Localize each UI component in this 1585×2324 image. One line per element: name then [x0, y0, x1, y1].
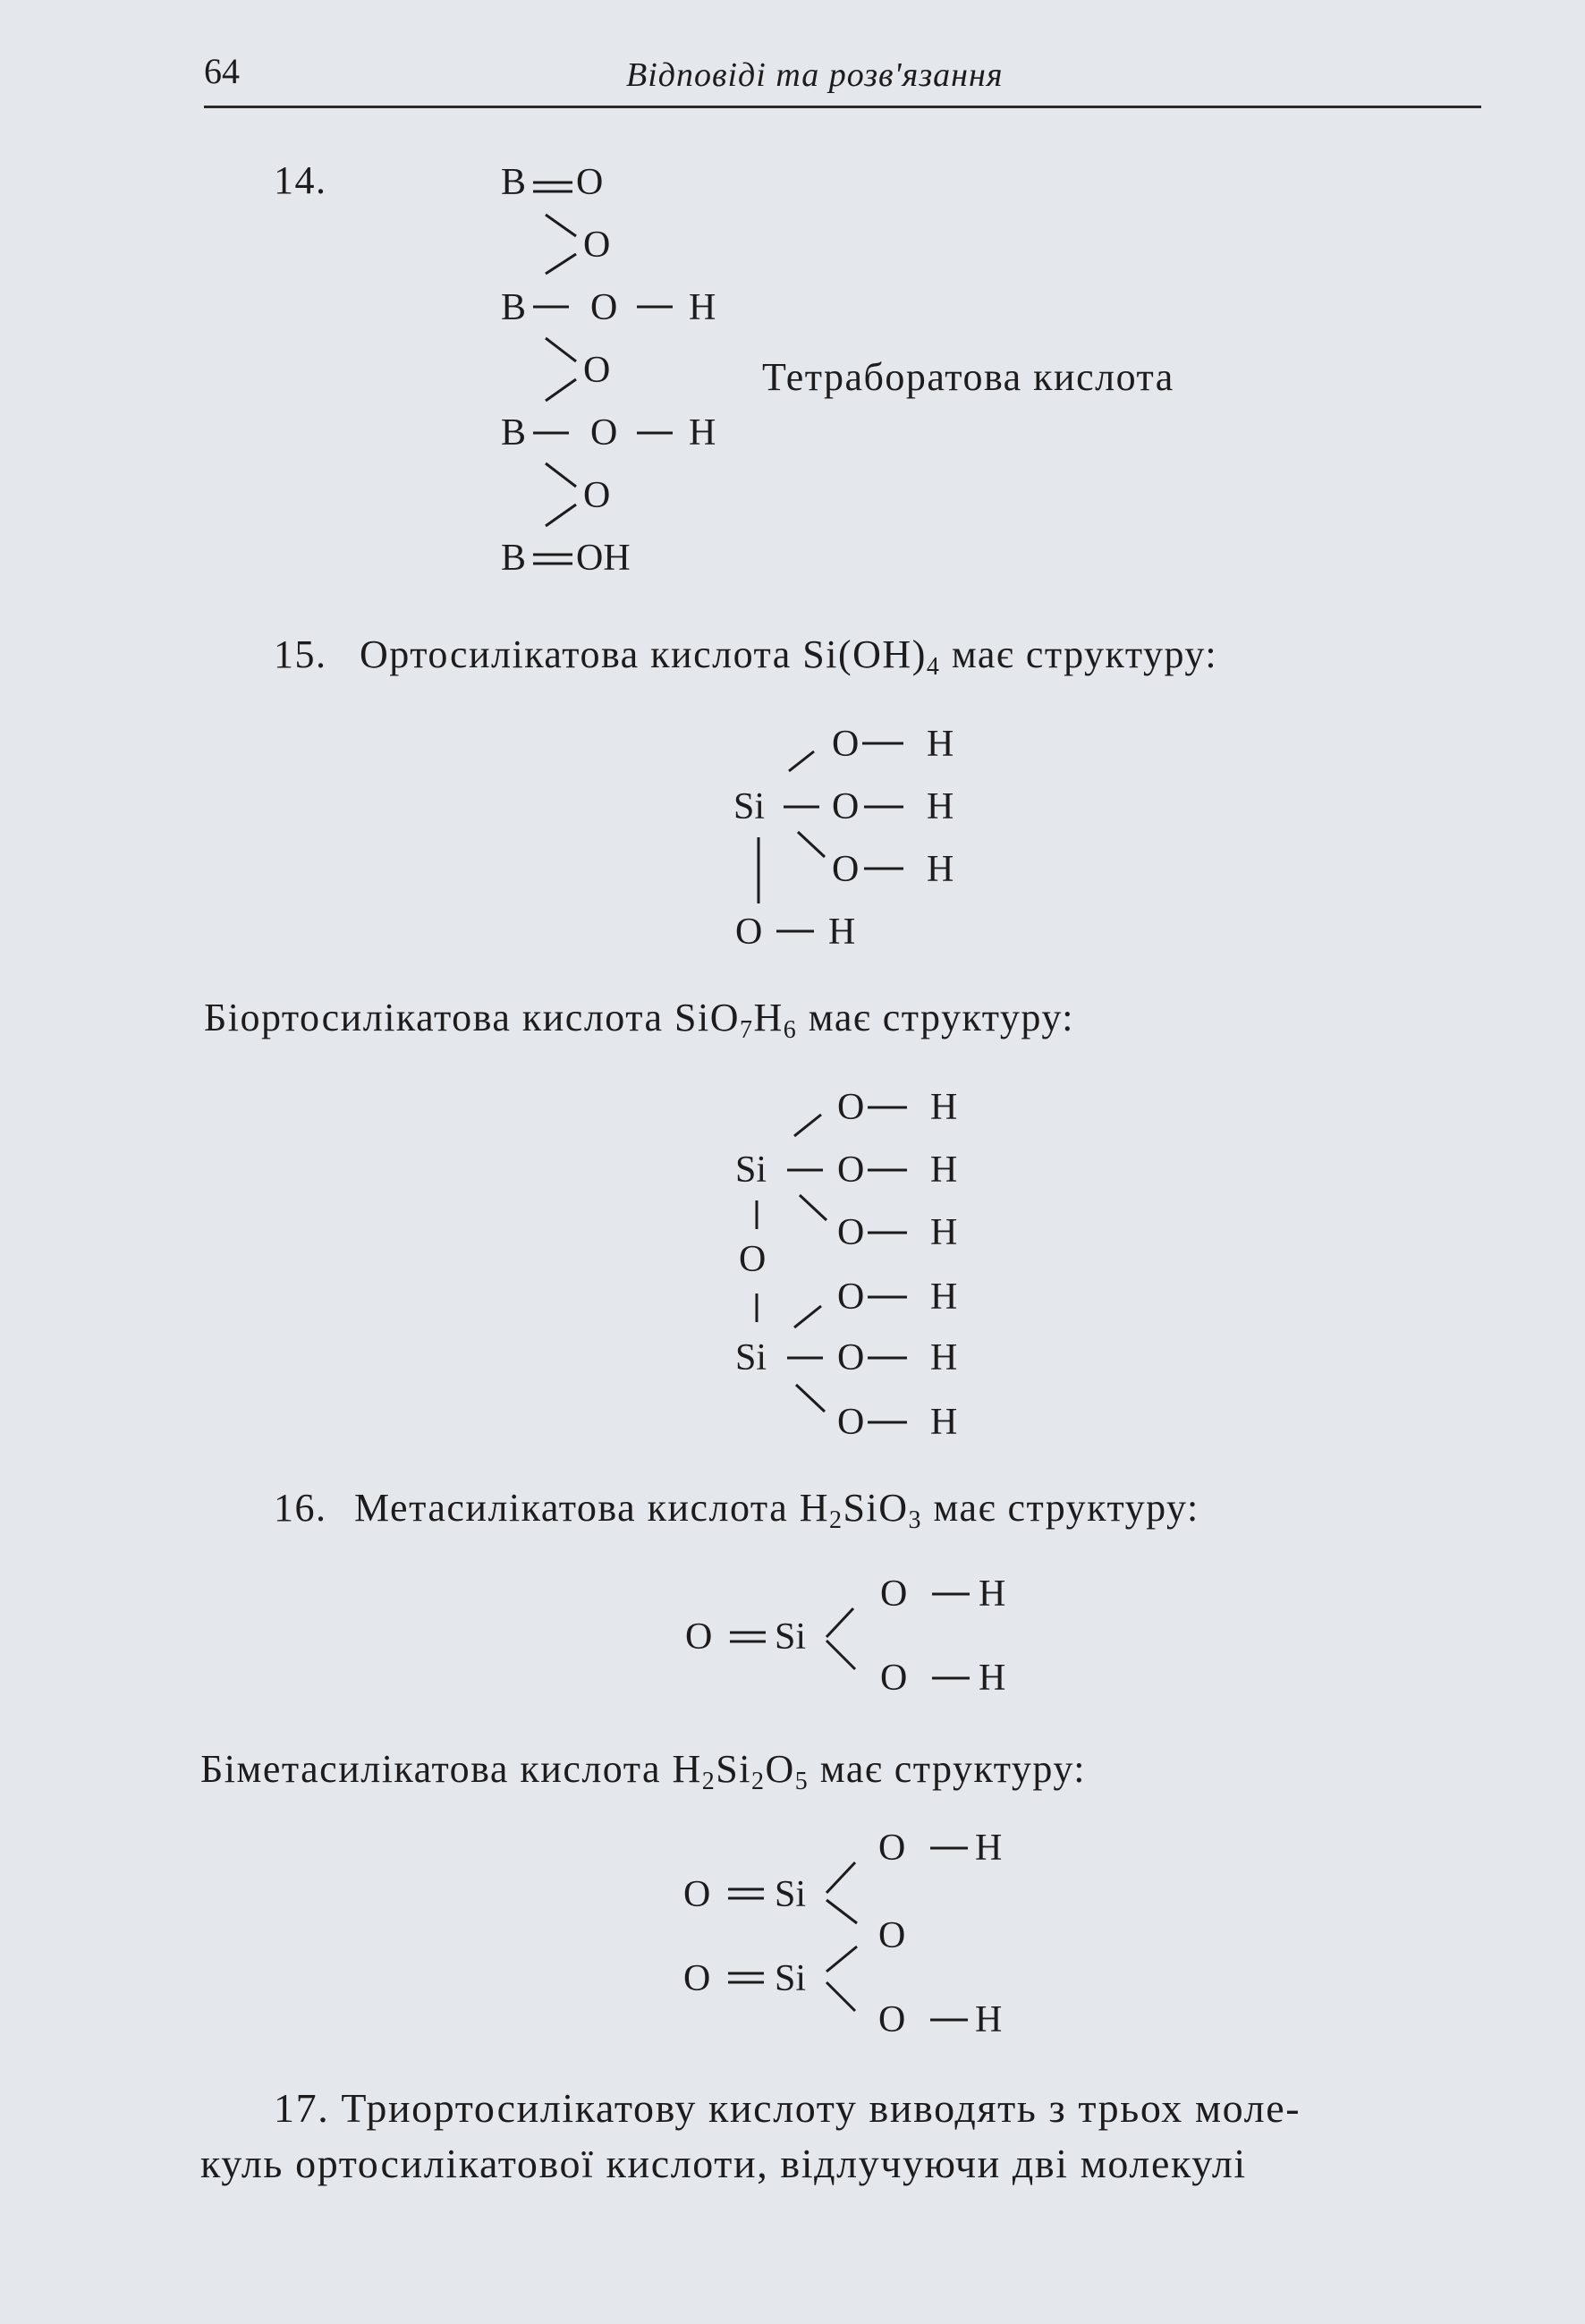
o1-atom: O	[576, 162, 604, 203]
problem-16-formula: $H_2SiO_3$	[799, 1486, 922, 1534]
bi-meta-text-after: має структуру:	[819, 1747, 1086, 1791]
si-atom: Si	[733, 786, 766, 827]
running-title: Відповіді та розв'язання	[626, 56, 1004, 94]
problem-15-text-after: має структуру:	[951, 632, 1218, 676]
o1-atom: O	[880, 1573, 908, 1615]
o3-atom: O	[832, 849, 860, 890]
bi-ortho-formula: $SiO_7H_6$	[674, 996, 798, 1044]
h1-atom: H	[930, 1087, 958, 1128]
h4-atom: H	[930, 1277, 958, 1318]
oh-group: OH	[576, 538, 631, 579]
problem-16-text-after: має структуру:	[933, 1486, 1199, 1530]
problem-17-line-2: куль ортосилікатової кислоти, відлучуючи дві молекулі	[200, 2141, 1247, 2186]
h1-atom: H	[689, 287, 716, 328]
si2-atom: Si	[735, 1337, 767, 1378]
h2-atom: H	[975, 1999, 1003, 2040]
h2-atom: H	[930, 1149, 958, 1191]
h2-atom: H	[689, 412, 716, 454]
o6-atom: O	[837, 1402, 865, 1443]
h3-atom: H	[930, 1212, 958, 1253]
o1-atom: O	[878, 1828, 906, 1869]
o2-atom: O	[837, 1149, 865, 1191]
bi-ortho-text-after: має структуру:	[808, 996, 1074, 1039]
o6-atom: O	[583, 475, 611, 516]
h2-atom: H	[979, 1658, 1006, 1699]
o3-atom: O	[837, 1212, 865, 1253]
o1-atom: O	[837, 1087, 865, 1128]
si1-atom: Si	[735, 1149, 767, 1191]
b4-atom: B	[501, 538, 527, 579]
o-double2-atom: O	[683, 1958, 711, 1999]
o5-atom: O	[590, 412, 618, 454]
bi-meta-formula: $H_2Si_2O_5$	[672, 1747, 809, 1795]
h2-atom: H	[927, 786, 954, 827]
o2-atom: O	[880, 1658, 908, 1699]
problem-17-number: 17.	[274, 2085, 330, 2131]
o2-atom: O	[878, 1999, 906, 2040]
h3-atom: H	[927, 849, 954, 890]
h1-atom: H	[975, 1828, 1003, 1869]
o4-atom: O	[735, 912, 763, 953]
h4-atom: H	[828, 912, 856, 953]
page-number: 64	[204, 51, 240, 91]
b3-atom: B	[501, 412, 527, 454]
o4-atom: O	[583, 350, 611, 391]
h1-atom: H	[979, 1573, 1006, 1615]
o4-atom: O	[837, 1277, 865, 1318]
bridge-o-atom: O	[878, 1915, 906, 1956]
problem-15-number: 15.	[274, 632, 327, 676]
problem-16-number: 16.	[274, 1486, 327, 1530]
h1-atom: H	[927, 724, 954, 765]
si1-atom: Si	[775, 1874, 807, 1915]
problem-15-text-before: Ортосилікатова кислота	[360, 632, 792, 676]
o3-atom: O	[590, 287, 618, 328]
h5-atom: H	[930, 1337, 958, 1378]
o5-atom: O	[837, 1337, 865, 1378]
o1-atom: O	[832, 724, 860, 765]
b2-atom: B	[501, 287, 527, 328]
problem-15-formula: $Si(OH)_4$	[802, 632, 941, 681]
bi-ortho-text-before: Біортосилікатова кислота	[204, 996, 664, 1039]
si-atom: Si	[775, 1616, 807, 1658]
problem-17-line-1	[274, 2084, 1301, 2132]
problem-14-number: 14.	[274, 158, 327, 202]
bridge-o-atom: O	[739, 1239, 767, 1280]
o2-atom: O	[583, 225, 611, 266]
h6-atom: H	[930, 1402, 958, 1443]
tetraboric-acid-label: Тетраборатова кислота	[762, 355, 1174, 399]
o2-atom: O	[832, 786, 860, 827]
o-double1-atom: O	[683, 1874, 711, 1915]
o-double-atom: O	[685, 1616, 713, 1658]
si2-atom: Si	[775, 1958, 807, 1999]
bi-meta-text-before: Біметасилікатова кислота	[200, 1747, 662, 1791]
b1-atom: B	[501, 162, 527, 203]
problem-17-line-1-text: Триортосилікатову кислоту виводять з трьох моле-	[341, 2085, 1301, 2131]
problem-16-text-before: Метасилікатова кислота	[354, 1486, 789, 1530]
